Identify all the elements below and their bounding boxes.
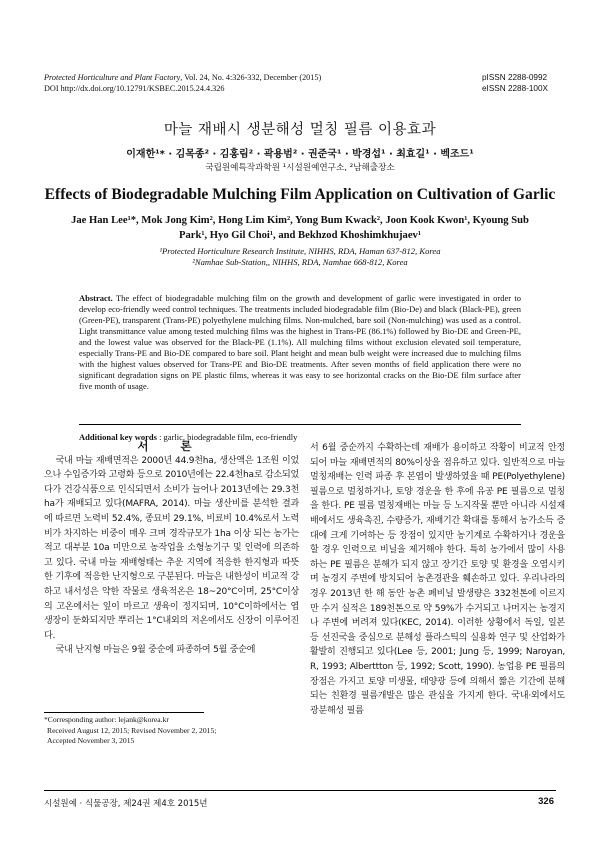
keywords-top-rule — [79, 424, 521, 425]
english-authors-line1: Jae Han Lee¹*, Mok Jong Kim², Hong Lim Kim², Yong Bum Kwack², Joon Kook Kwon¹, Kyoung Sub — [71, 215, 529, 226]
received-date: Received August 12, 2015; Revised November 2, 2015; — [47, 725, 217, 735]
korean-affiliation: 국립원예특작과학원 ¹시설원예연구소, ²남해출장소 — [205, 163, 395, 173]
corresponding-author: *Corresponding author: lejank@korea.kr — [44, 715, 169, 724]
doi-line: DOI http://dx.doi.org/10.12791/KSBEC.2015.24.4.326 — [44, 84, 225, 93]
issn-block — [482, 72, 548, 94]
footnote-rule — [44, 712, 204, 713]
footer-journal: 시설원예 · 식물공장, 제24권 제4호 2015년 — [44, 799, 208, 809]
accepted-date: Accepted November 3, 2015 — [47, 736, 135, 745]
korean-authors: 이재한¹* · 김목종² · 김홍림² · 곽용범² · 권준국¹ · 박경섭¹ · 최효길¹ · 벡조드¹ — [126, 149, 474, 160]
right-column — [310, 441, 565, 718]
citation-line — [44, 72, 321, 83]
footnote — [44, 715, 216, 747]
english-title: Effects of Biodegradable Mulching Film Application on Cultivation of Garlic — [44, 186, 556, 203]
abstract — [79, 293, 521, 392]
page-number: 326 — [538, 796, 554, 807]
affiliation-2: ²Namhae Sub-Station,, NIHHS, RDA, Namhae 668-812, Korea — [192, 257, 408, 267]
abstract-label: Abstract. — [79, 293, 113, 303]
english-authors — [40, 213, 560, 243]
citation-volume: , Vol. 24, No. 4:326-332, December (2015) — [180, 73, 322, 82]
footer-rule — [44, 790, 556, 791]
eissn: eISSN 2288-100X — [482, 84, 548, 93]
keywords-text: : garlic, biodegradable film, eco-friendly — [156, 432, 298, 442]
journal-header — [44, 72, 321, 94]
abstract-text: The effect of biodegradable mulching film on the growth and development of garlic were investigated in order to develop eco-friendly weed control techniques. The treatments included biodegradable film (Bio-De) and black (Black-PE), green (Green-PE), transparent (Trans-PE) polyethylene mulching films. Non-mulched, bare soil (Non-mulching) was used as a control. Light transmittance value among tested mulching films was the highest in Trans-PE (86.1%) followed by Bio-DE and Green-PE, and the lowest value was observed for the Black-PE (1.1%). All mulching films without exclusion elevated soil temperature, especially Trans-PE and Bio-DE compared to bare soil. Plant height and mean bulb weight were increased due to mulching films with the highest values observed for Trans-PE and Bio-DE treatments. After seven months of field application there were no significant degradation signs on PE plastic films, whereas it was easy to see horizontal cracks on the Bio-DE film surface after five month of usage. — [79, 293, 521, 391]
pissn: pISSN 2288-0992 — [482, 73, 548, 82]
journal-name: Protected Horticulture and Plant Factory — [44, 73, 181, 82]
keywords-label: Additional key words — [79, 432, 157, 442]
paragraph: 국내 난지형 마늘은 9월 중순에 파종하여 5월 중순에 — [55, 645, 256, 656]
affiliation-1: ¹Protected Horticulture Research Institute, NIHHS, RDA, Haman 637-812, Korea — [159, 246, 441, 256]
paragraph: 서 6월 중순까지 수확하는데 재배가 용이하고 작황이 비교적 안정되어 마늘 재배면적의 80%이상을 점유하고 있다. 일반적으로 마늘 멀칭재배는 인력 파종 후 본엽이 발생하였을 때 PE(Polyethylene) 필름으로 멀칭하거나, 토양 경운을 한 후에 유공 PE 필름으로 멀칭을 한다. PE 필름 멀칭재배는 마늘 등 노지작물 뿐만 아니라 시설재배에서도 생육촉진, 수량증가, 재배기간 확대를 통해서 농가소득 증대에 크게 기여하는 등 장점이 있지만 농기계로 수확하거나 경운을 할 경우 인력으로 비닐을 제거해야 한다. 특히 농가에서 많이 사용하는 PE 필름은 분해가 되지 않고 장기간 토양 및 환경을 오염시키며 농경지 주변에 방치되어 농촌경관을 훼손하고 있다. 우리나라의 경우 2013년 한 해 동안 농촌 폐비닐 발생량은 332천톤에 이르지만 수거 실적은 189천톤으로 약 59%가 수거되고 나머지는 농경지나 주변에 버려져 있다(KEC, 2014). 이러한 상황에서 독일, 일본 등 선진국을 중심으로 분해성 플라스틱의 실용화 연구 및 산업화가 활발히 진행되고 있다(Lee 등, 2001; Jung 등, 1999; Naroyan, R, 1993; Alberttton 등, 1992; Scott, 1990). 농업용 PE 필름의 장점은 가지고 토양 미생물, 태양광 등에 의해서 짧은 기간에 분해되는 친환경 필름개발은 많은 관심을 가지게 한다. 국내·외에서도 광분해성 필름 — [310, 443, 565, 716]
section-title: 서 론 — [137, 439, 206, 453]
paragraph: 국내 마늘 재배면적은 2000년 44.9천ha, 생산액은 1조원 이었으나 수입증가와 고령화 등으로 2010년에는 22.4천ha로 감소되었다가 건강식품으로 인식되면서 소비가 늘어나 2013년에는 29.3천ha가 재배되고 있다(MAFRA, 2014). 마늘 생산비를 분석한 결과에 따르면 노력비 52.4%, 종묘비 29.1%, 비료비 10.4%로서 노력비가 차지하는 비중이 매우 크며 경작규모가 1ha 이상 되는 농가는 적고 대부분 10a 미만으로 농작업을 소형농기구 및 인력에 의존하고 있다. 국내 마늘 재배형태는 추운 지역에 적응한 한지형과 따뜻한 기후에 적응한 난지형으로 구분된다. 마늘은 내한성이 비교적 강하고 내서성은 약한 작물로 생육적온은 18~20°C이며, 25°C이상의 고온에서는 잎이 마르고 생육이 정지되며, 10°C이하에서는 엽 생장이 둔화되지만 뿌리는 1°C내외의 저온에서도 신장이 이루어진다. — [44, 455, 299, 641]
english-affiliations — [0, 246, 600, 268]
left-column — [44, 439, 299, 658]
english-authors-line2: Park¹, Hyo Gil Choi¹, and Bekhzod Khoshimkhujaev¹ — [178, 230, 422, 241]
korean-title: 마늘 재배시 생분해성 멀칭 필름 이용효과 — [163, 122, 437, 138]
